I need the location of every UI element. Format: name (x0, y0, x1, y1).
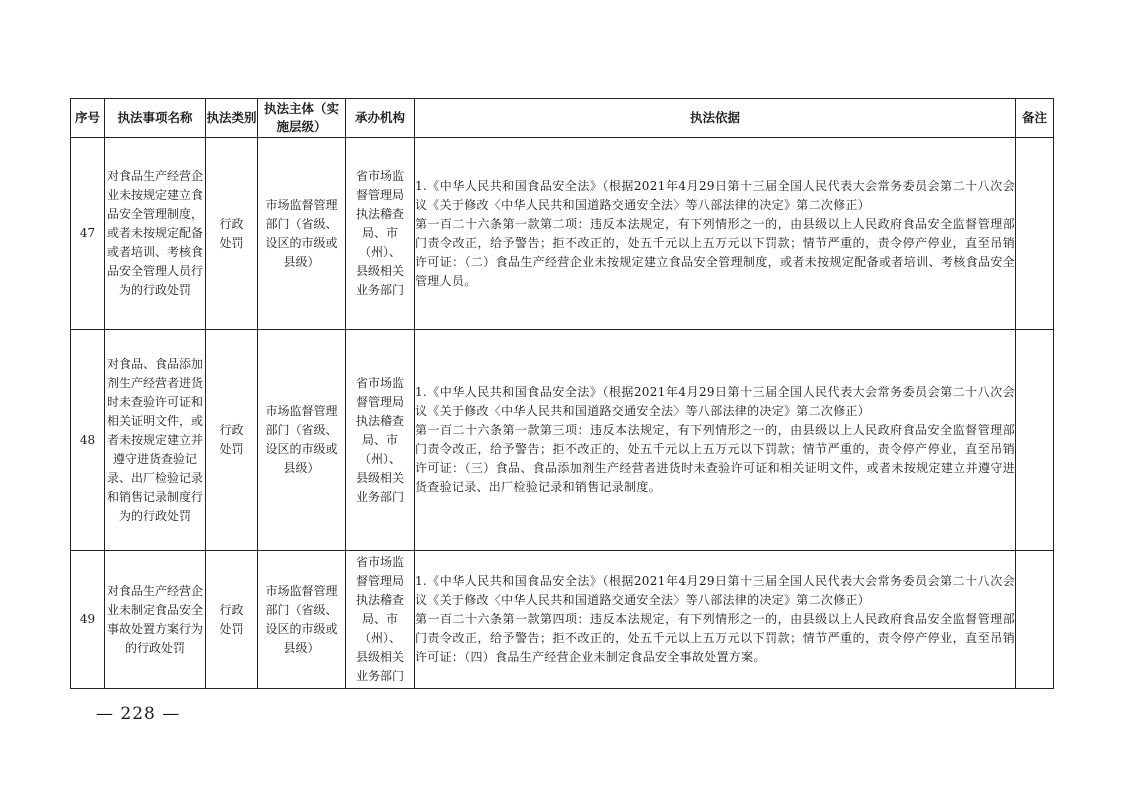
table-row (71, 551, 1054, 689)
header-basis: 执法依据 (415, 99, 1016, 138)
header-category: 执法类别 (206, 99, 258, 138)
row-category: 行政处罚 (206, 330, 258, 551)
row-remark (1016, 138, 1054, 330)
row-subject: 市场监督管理部门（省级、设区的市级或县级） (258, 138, 346, 330)
header-seq: 序号 (71, 99, 105, 138)
row-agency: 省市场监督管理局执法稽查局、市（州）、县级相关业务部门 (346, 551, 415, 689)
header-row (71, 99, 1054, 138)
row-category: 行政处罚 (206, 138, 258, 330)
row-subject: 市场监督管理部门（省级、设区的市级或县级） (258, 330, 346, 551)
table-row (71, 330, 1054, 551)
table-row (71, 138, 1054, 330)
basis-law: 1.《中华人民共和国食品安全法》（根据2021年4月29日第十三届全国人民代表大会常务委员会第二十八次会议《关于修改〈中华人民共和国道路交通安全法〉等八部法律的决定》第二次修正） (415, 574, 1015, 607)
row-remark (1016, 551, 1054, 689)
row-item-name: 对食品生产经营企业未按规定建立食品安全管理制度，或者未按规定配备或者培训、考核食品安全管理人员行为的行政处罚 (105, 138, 206, 330)
enforcement-table (70, 98, 1054, 689)
header-remark: 备注 (1016, 99, 1054, 138)
row-agency: 省市场监督管理局执法稽查局、市（州）、县级相关业务部门 (346, 330, 415, 551)
row-item-name: 对食品生产经营企业未制定食品安全事故处置方案行为的行政处罚 (105, 551, 206, 689)
row-item-name: 对食品、食品添加剂生产经营者进货时未查验许可证和相关证明文件，或者未按规定建立并遵守进货查验记录、出厂检验记录和销售记录制度行为的行政处罚 (105, 330, 206, 551)
row-number: 48 (71, 330, 105, 551)
basis-law: 1.《中华人民共和国食品安全法》（根据2021年4月29日第十三届全国人民代表大会常务委员会第二十八次会议《关于修改〈中华人民共和国道路交通安全法〉等八部法律的决定》第二次修正） (415, 178, 1015, 212)
row-basis (415, 330, 1016, 551)
row-category: 行政处罚 (206, 551, 258, 689)
basis-clause: 第一百二十六条第一款第三项：违反本法规定，有下列情形之一的，由县级以上人民政府食品安全监督管理部门责令改正，给予警告；拒不改正的，处五千元以上五万元以下罚款；情节严重的，责令停产停业，直至吊销许可证：（三）食品、食品添加剂生产经营者进货时未查验许可证和相关证明文件，或者未按规定建立并遵守进货查验记录、出厂检验记录和销售记录制度。 (415, 423, 1015, 494)
row-agency: 省市场监督管理局执法稽查局、市（州）、县级相关业务部门 (346, 138, 415, 330)
basis-law: 1.《中华人民共和国食品安全法》（根据2021年4月29日第十三届全国人民代表大会常务委员会第二十八次会议《关于修改〈中华人民共和国道路交通安全法〉等八部法律的决定》第二次修正） (415, 385, 1015, 418)
header-subject: 执法主体（实施层级） (258, 99, 346, 138)
row-basis (415, 138, 1016, 330)
row-remark (1016, 330, 1054, 551)
row-basis (415, 551, 1016, 689)
row-number: 49 (71, 551, 105, 689)
header-item: 执法事项名称 (105, 99, 206, 138)
header-agency: 承办机构 (346, 99, 415, 138)
page-number: — 228 — (96, 704, 181, 724)
basis-clause: 第一百二十六条第一款第二项：违反本法规定，有下列情形之一的，由县级以上人民政府食品安全监督管理部门责令改正，给予警告；拒不改正的，处五千元以上五万元以下罚款；情节严重的，责令停产停业，直至吊销许可证：（二）食品生产经营企业未按规定建立食品安全管理制度，或者未按规定配备或者培训、考核食品安全管理人员。 (415, 216, 1015, 288)
row-number: 47 (71, 138, 105, 330)
basis-clause: 第一百二十六条第一款第四项：违反本法规定，有下列情形之一的，由县级以上人民政府食品安全监督管理部门责令改正，给予警告；拒不改正的，处五千元以上五万元以下罚款；情节严重的，责令停产停业，直至吊销许可证：（四）食品生产经营企业未制定食品安全事故处置方案。 (415, 612, 1015, 664)
row-subject: 市场监督管理部门（省级、设区的市级或县级） (258, 551, 346, 689)
